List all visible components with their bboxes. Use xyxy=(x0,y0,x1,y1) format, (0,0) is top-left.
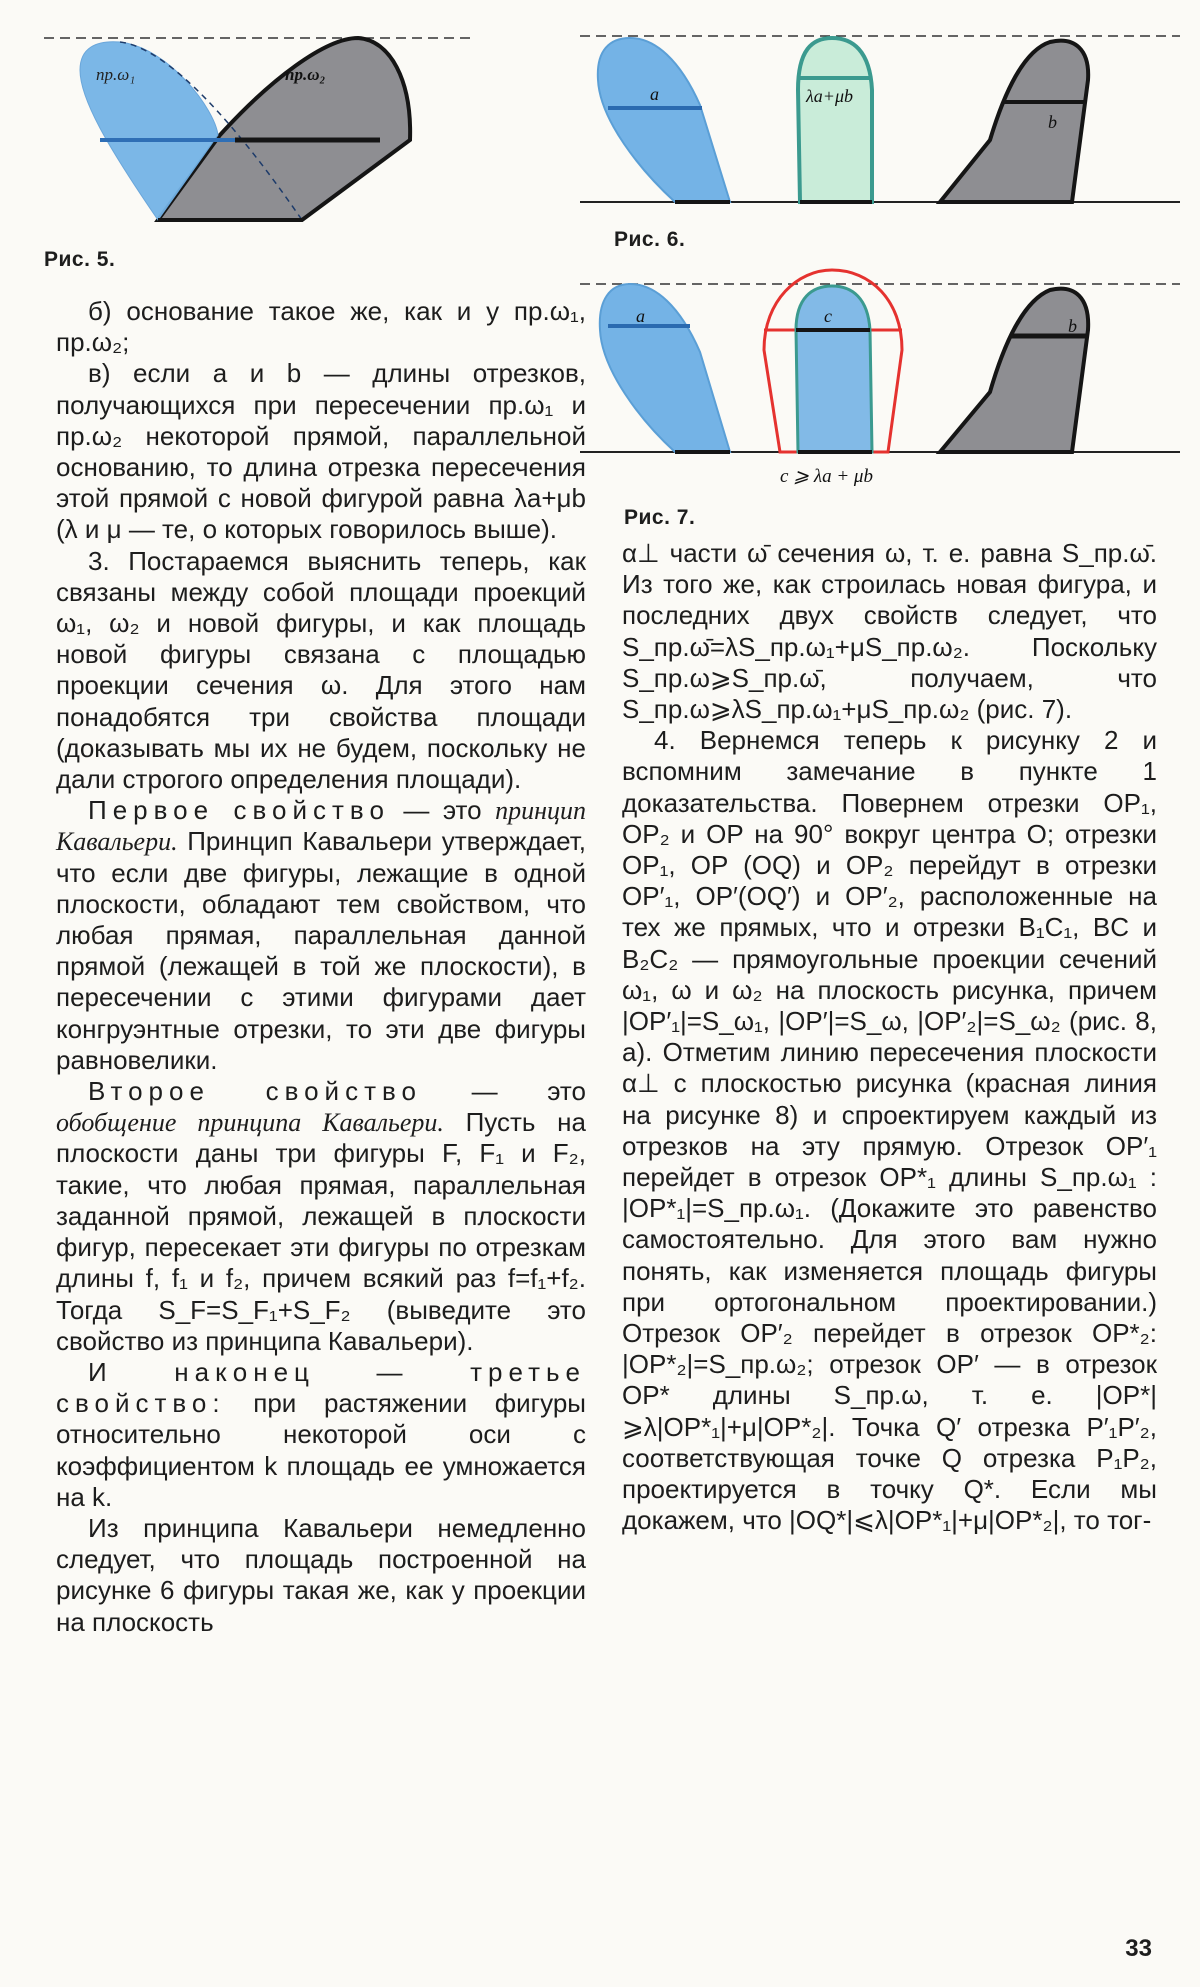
fig7-formula: c ⩾ λa + μb xyxy=(780,466,873,487)
fig6-gray-shape xyxy=(940,41,1088,202)
figure-6 xyxy=(580,30,1180,210)
fig6-label-mid: λa+μb xyxy=(806,86,853,106)
fig7-blue-shape xyxy=(600,284,730,452)
fig6-green-shape xyxy=(798,38,872,202)
fig6-blue-shape xyxy=(598,38,730,202)
left-p6: И наконец — третье свойство: при растяжении фигуры относительно некоторой оси с коэффициентом k площадь ее умножается на k. xyxy=(56,1356,586,1512)
fig7-label-c: c xyxy=(824,306,832,326)
first-property-heading: Первое свойство xyxy=(88,795,390,826)
generalization-term: обобщение принципа Кавальери. xyxy=(56,1108,444,1138)
second-property-heading: Второе свойство xyxy=(88,1076,422,1107)
fig5-label-right: пр.ω₂ xyxy=(285,65,326,84)
fig7-label-a: a xyxy=(636,306,645,326)
fig5-label-left: пр.ω₁ xyxy=(96,65,136,84)
fig7-gray-shape xyxy=(940,289,1088,452)
figure-7 xyxy=(580,260,1180,490)
cavalieri-term: принцип Кавальери. xyxy=(56,796,586,857)
left-p5: Второе свойство — это обобщение принципа Кавальери. Пусть на плоскости даны три фигуры F, F₁ и F₂, такие, что любая прямая, параллельная заданной прямой, лежащей в плоскости фигур, пересекает эти фигуры по отрезкам длины f, f₁ и f₂, причем всякий раз f=f₁+f₂. Тогда S_F=S_F₁+S_F₂ (выведите это свойство из принципа Кавальери). xyxy=(56,1076,586,1356)
figure-5 xyxy=(40,20,480,230)
fig7-middle-shape xyxy=(796,286,872,452)
third-property-heading: И наконец — третье свойство: xyxy=(56,1356,586,1419)
fig6-label-b: b xyxy=(1048,112,1057,132)
left-p2: в) если a и b — длины отрезков, получающихся при пересечении пр.ω₁ и пр.ω₂ некоторой прямой, параллельной основанию, то длина отрезка пересечения этой прямой с новой фигурой равна λa+μb (λ и μ — те, о которых говорилось выше). xyxy=(56,358,586,545)
fig7-label-b: b xyxy=(1068,316,1077,336)
left-column xyxy=(56,296,586,1638)
fig5-caption: Рис. 5. xyxy=(44,248,116,271)
left-p3: 3. Постараемся выяснить теперь, как связаны между собой площади проекций ω₁, ω₂ и новой фигуры, и как площадь новой фигуры связана с площадью проекции сечения ω. Для этого нам понадобятся три свойства площади (доказывать мы их не будем, поскольку не дали строгого определения площади). xyxy=(56,545,586,795)
page-number: 33 xyxy=(1125,1935,1152,1962)
left-p4: Первое свойство — это принцип Кавальери. Принцип Кавальери утверждает, что если две фигуры, лежащие в одной плоскости, обладают тем свойством, что любая прямая, параллельная данной прямой (лежащей в той же плоскости), в пересечении с этими фигурами дает конгруэнтные отрезки, то эти две фигуры равновелики. xyxy=(56,795,586,1075)
left-p7: Из принципа Кавальери немедленно следует, что площадь построенной на рисунке 6 фигуры такая же, как у проекции на плоскость xyxy=(56,1512,586,1637)
right-p1: α⊥ части ω̄ сечения ω, т. е. равна S_пр.ω̄. Из того же, как строилась новая фигура, и последних двух свойств следует, что S_пр.ω̄=λS_пр.ω₁+μS_пр.ω₂. Поскольку S_пр.ω⩾S_пр.ω̄, получаем, что S_пр.ω⩾λS_пр.ω₁+μS_пр.ω₂ (рис. 7). xyxy=(622,538,1157,725)
right-column xyxy=(622,538,1157,1537)
fig6-caption: Рис. 6. xyxy=(614,228,686,251)
fig6-label-a: a xyxy=(650,84,659,104)
left-p1: б) основание такое же, как и у пр.ω₁, пр.ω₂; xyxy=(56,296,586,358)
fig7-caption: Рис. 7. xyxy=(624,506,696,529)
right-p2: 4. Вернемся теперь к рисунку 2 и вспомним замечание в пункте 1 доказательства. Повернем отрезки OP₁, OP₂ и OP на 90° вокруг центра O; отрезки OP₁, OP (OQ) и OP₂ перейдут в отрезки OP′₁, OP′(OQ′) и OP′₂, расположенные на тех же прямых, что и отрезки B₁C₁, BC и B₂C₂ — прямоугольные проекции сечений ω₁, ω и ω₂ на плоскость рисунка, причем |OP′₁|=S_ω₁, |OP′|=S_ω, |OP′₂|=S_ω₂ (рис. 8, а). Отметим линию пересечения плоскости α⊥ с плоскостью рисунка (красная линия на рисунке 8) и спроектируем каждый из отрезков на эту прямую. Отрезок OP′₁ перейдет в отрезок OP*₁ длины S_пр.ω₁ : |OP*₁|=S_пр.ω₁. (Докажите это равенство самостоятельно. Для этого вам нужно понять, как изменяется площадь фигуры при ортогональном проектировании.) Отрезок OP′₂ перейдет в отрезок OP*₂: |OP*₂|=S_пр.ω₂; отрезок OP′ — в отрезок OP* длины S_пр.ω, т. е. |OP*|⩾λ|OP*₁|+μ|OP*₂|. Точка Q′ отрезка P′₁P′₂, соответствующая точке Q отрезка P₁P₂, проектируется в точку Q*. Если мы докажем, что |OQ*|⩽λ|OP*₁|+μ|OP*₂|, то тог- xyxy=(622,725,1157,1536)
